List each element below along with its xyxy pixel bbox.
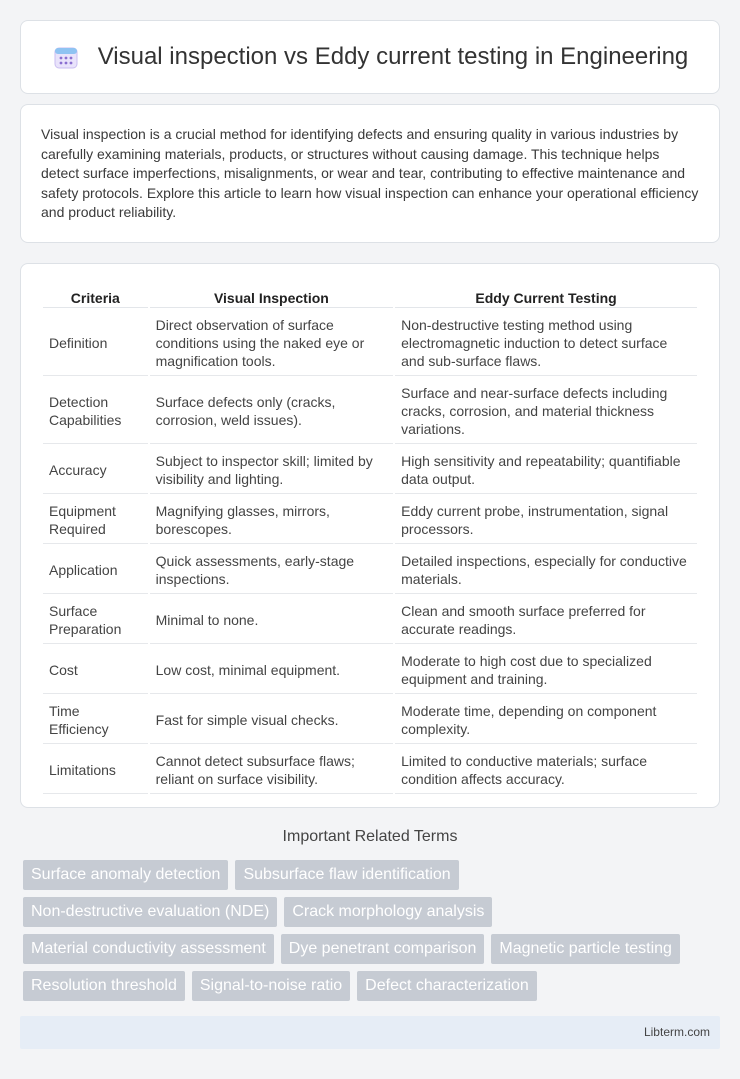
- table-row: [43, 646, 697, 694]
- header-criteria: Criteria: [43, 286, 148, 308]
- eddy-cell: Eddy current probe, instrumentation, signal processors.: [395, 496, 697, 544]
- comparison-table: [41, 284, 699, 796]
- header-eddy-current: Eddy Current Testing: [395, 286, 697, 308]
- related-terms-heading: Important Related Terms: [282, 828, 458, 845]
- footer-site-link[interactable]: Libterm.com: [643, 1025, 710, 1039]
- term-tag[interactable]: Non-destructive evaluation (NDE): [23, 897, 277, 927]
- criteria-cell: Equipment Required: [43, 496, 148, 544]
- term-tag[interactable]: Material conductivity assessment: [23, 934, 274, 964]
- comparison-table-card: [20, 263, 720, 808]
- criteria-cell: Accuracy: [43, 446, 148, 494]
- table-row: [43, 596, 697, 644]
- term-tag[interactable]: Resolution threshold: [23, 971, 185, 1001]
- visual-cell: Low cost, minimal equipment.: [150, 646, 393, 694]
- term-row: [23, 971, 723, 1001]
- footer: [20, 1016, 720, 1049]
- term-tag[interactable]: Signal-to-noise ratio: [192, 971, 350, 1001]
- eddy-cell: Clean and smooth surface preferred for accurate readings.: [395, 596, 697, 644]
- intro-card: [20, 104, 720, 243]
- eddy-cell: High sensitivity and repeatability; quantifiable data output.: [395, 446, 697, 494]
- calendar-grid-icon: [52, 43, 80, 71]
- visual-cell: Subject to inspector skill; limited by visibility and lighting.: [150, 446, 393, 494]
- eddy-cell: Non-destructive testing method using electromagnetic induction to detect surface and sub-surface flaws.: [395, 310, 697, 376]
- term-tag[interactable]: Surface anomaly detection: [23, 860, 228, 890]
- term-row: [23, 934, 723, 964]
- term-tag[interactable]: Dye penetrant comparison: [281, 934, 485, 964]
- criteria-cell: Time Efficiency: [43, 696, 148, 744]
- table-row: [43, 446, 697, 494]
- related-terms: [23, 860, 723, 1008]
- table-row: [43, 496, 697, 544]
- visual-cell: Minimal to none.: [150, 596, 393, 644]
- term-tag[interactable]: Crack morphology analysis: [284, 897, 492, 927]
- visual-cell: Quick assessments, early-stage inspections.: [150, 546, 393, 594]
- eddy-cell: Moderate time, depending on component complexity.: [395, 696, 697, 744]
- table-row: [43, 696, 697, 744]
- criteria-cell: Application: [43, 546, 148, 594]
- visual-cell: Fast for simple visual checks.: [150, 696, 393, 744]
- header-card: [20, 20, 720, 94]
- eddy-cell: Moderate to high cost due to specialized equipment and training.: [395, 646, 697, 694]
- table-row: [43, 378, 697, 444]
- term-row: [23, 897, 723, 927]
- eddy-cell: Detailed inspections, especially for conductive materials.: [395, 546, 697, 594]
- visual-cell: Magnifying glasses, mirrors, borescopes.: [150, 496, 393, 544]
- header-visual-inspection: Visual Inspection: [150, 286, 393, 308]
- criteria-cell: Definition: [43, 310, 148, 376]
- eddy-cell: Limited to conductive materials; surface condition affects accuracy.: [395, 746, 697, 794]
- table-row: [43, 546, 697, 594]
- eddy-cell: Surface and near-surface defects including cracks, corrosion, and material thickness variations.: [395, 378, 697, 444]
- table-row: [43, 746, 697, 794]
- page-title: Visual inspection vs Eddy current testing in Engineering: [97, 43, 689, 70]
- table-header-row: [43, 286, 697, 308]
- term-row: [23, 860, 723, 890]
- term-tag[interactable]: Subsurface flaw identification: [235, 860, 458, 890]
- criteria-cell: Cost: [43, 646, 148, 694]
- term-tag[interactable]: Magnetic particle testing: [491, 934, 680, 964]
- visual-cell: Cannot detect subsurface flaws; reliant on surface visibility.: [150, 746, 393, 794]
- visual-cell: Surface defects only (cracks, corrosion, weld issues).: [150, 378, 393, 444]
- intro-text: Visual inspection is a crucial method for identifying defects and ensuring quality in various industries by carefully examining materials, products, or structures without causing damage. This technique helps detect surface imperfections, misalignments, or wear and tear, contributing to effective maintenance and safety protocols. Explore this article to learn how visual inspection can enhance your operational efficiency and product reliability.: [41, 126, 699, 220]
- table-row: [43, 310, 697, 376]
- criteria-cell: Detection Capabilities: [43, 378, 148, 444]
- visual-cell: Direct observation of surface conditions using the naked eye or magnification tools.: [150, 310, 393, 376]
- criteria-cell: Limitations: [43, 746, 148, 794]
- criteria-cell: Surface Preparation: [43, 596, 148, 644]
- term-tag[interactable]: Defect characterization: [357, 971, 537, 1001]
